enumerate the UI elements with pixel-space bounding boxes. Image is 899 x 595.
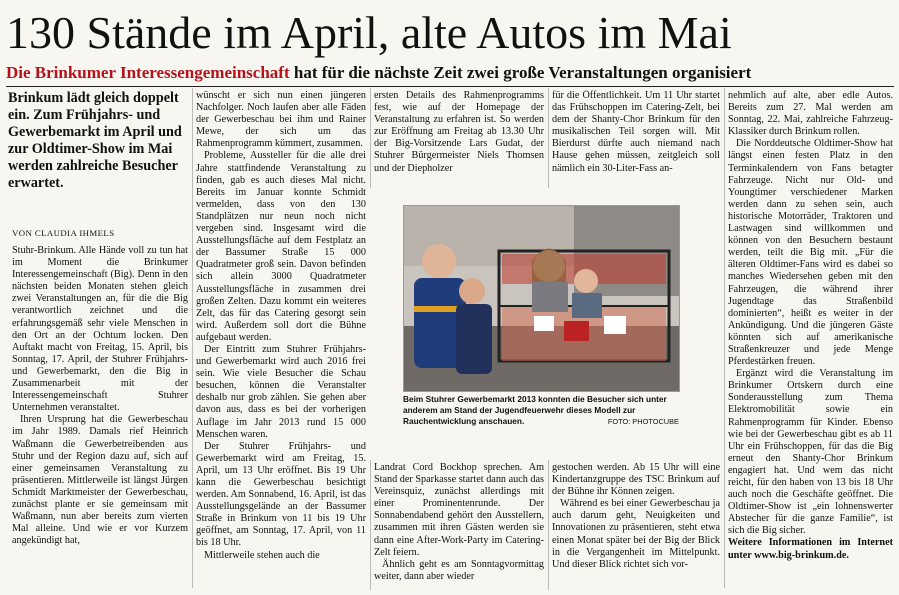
- article-photo: [403, 205, 680, 392]
- paragraph: Probleme, Aussteller für die alle drei Jahre stattfindende Veranstaltung zu finden, gab es auch dieses Mal nicht. Bereits im Januar konnte Schmidt vermelden, dass von den 130 Standplätzen nur neun noch nicht vergeben sind. Insgesamt wird die Ausstellungsfläche auf dem Festplatz an der Bassumer Straße 15 000 Quadratmeter groß sein. Davon befinden sich allein 3000 Quadratmeter Ausstellungsfläche in zusammen drei großen Zelten. Dazu kommt ein weiteres Zelt, das für das Catering gesorgt sein wird. Außerdem soll dort die Bühne aufgebaut werden.: [196, 150, 366, 343]
- column-divider: [370, 460, 371, 590]
- text-column-3-bottom: [374, 462, 544, 590]
- paragraph: Während es bei einer Gewerbeschau ja auch darum geht, Neuigkeiten und Innovationen zu präsentieren, steht etwa einen Monat später bei der Big der Blick in die Vergangenheit im Mittelpunkt. Und dieser Blick richtet sich vor-: [552, 498, 720, 570]
- photo-illustration: [404, 206, 679, 391]
- text-column-1: [12, 245, 188, 592]
- subheadline-rest: hat für die nächste Zeit zwei große Veranstaltungen organisiert: [289, 63, 752, 82]
- column-divider: [370, 88, 371, 188]
- paragraph: Ergänzt wird die Veranstaltung im Brinkumer Ortskern durch eine Sonderausstellung zum Thema Elektromobilität sowie ein Rahmenprogramm für Kinder. Ebenso wie bei der Gewerbeschau gibt es ab 11 Uhr ein Frühschoppen, für das die Big erneut den Shanty-Chor Brinkum engagiert hat. Und wem das nicht reicht, für den haben von 13 bis 18 Uhr auch noch die Geschäfte geöffnet. Die Oldtimer-Show ist „ein lohnenswerter Abstecher für die ganze Familie“, ist sich die Big sicher.: [728, 368, 893, 537]
- paragraph: ersten Details des Rahmenprogramms fest, wie auf der Homepage der Veranstaltung zu erfahren ist. So werden zur Eröffnung am Freitag ab 13.30 Uhr der Big-Vorsitzende Lars Gudat, der Stuhrer Bürgermeister Niels Thomsen und der Diepholzer: [374, 90, 544, 174]
- subheadline-accent: Die Brinkumer Interessengemeinschaft: [6, 63, 290, 82]
- header-rule: [6, 86, 894, 87]
- paragraph: Landrat Cord Bockhop sprechen. Am Stand der Sparkasse startet dann auch das Vereinsquiz, zunächst allerdings mit einer Prominentenrunde. Der Sonnabendabend gehört den Ausstellern, zusammen mit ihren Gästen werden sie dann eine After-Work-Party im Catering-Zelt feiern.: [374, 462, 544, 558]
- headline: 130 Stände im April, alte Autos im Mai: [6, 7, 732, 58]
- caption-text: Beim Stuhrer Gewerbemarkt 2013 konnten die Besucher sich unter anderem am Stand der Jugendfeuerwehr dieses Modell zur Rauchentwicklung anschauen.: [403, 394, 667, 426]
- text-column-4-top: [552, 90, 720, 190]
- lead-paragraph: Brinkum lädt gleich doppelt ein. Zum Frühjahrs- und Gewerbemarkt im April und zur Oldtimer-Show im Mai werden zahlreiche Besucher erwartet.: [8, 90, 182, 191]
- column-divider: [724, 88, 725, 588]
- paragraph: wünscht er sich nun einen jüngeren Nachfolger. Noch laufen aber alle Fäden der Gewerbeschau bei ihm und Rainer Mewe, der sich um das Rahmenprogramm kümmert, zusammen.: [196, 90, 366, 150]
- paragraph: Der Eintritt zum Stuhrer Frühjahrs- und Gewerbemarkt wird auch 2016 frei sein. Wie viele Besucher die Schau besuchen, können die Veranstalter deshalb nur grob zählen. Sie gehen aber davon aus, dass es bei der vorherigen Auflage im Jahr 2013 rund 15 000 Menschen waren.: [196, 343, 366, 440]
- photo-caption: [403, 394, 679, 438]
- paragraph: Stuhr-Brinkum. Alle Hände voll zu tun hat im Moment die Brinkumer Interessengemeinschaft (Big). Denn in den nächsten beiden Monaten stehen gleich zwei Veranstaltungen an, für die die Big verantwortlich zeichnet und die erfahrungsgemäß sehr viele Menschen in den Ort an der Ochtum locken. Den Auftakt macht von Freitag, 15. April, bis Sonntag, 17. April, der Stuhrer Frühjahrs- und Gewerbemarkt, den die Big in Zusammenarbeit mit der Interessengemeinschaft Stuhrer Unternehmen veranstaltet.: [12, 245, 188, 414]
- paragraph: Die Norddeutsche Oldtimer-Show hat längst einen festen Platz in den Terminkalendern von Fans betagter Fahrzeuge. Nicht nur Old- und Youngtimer verschiedener Marken werden dann zu sehen sein, auch historische Motorräder, Traktoren und Lastwagen sind willkommen und können von den Besuchern bestaunt werden, teilt die Big mit. „Für die älteren Oldtimer-Fans wird es dabei so manches Wiedersehen geben mit den Fahrzeugen, die während ihrer Jugendtage das Straßenbild dominierten“, heißt es weiter in der Ankündigung. Und die jüngeren Gäste könnten sich auf amerikanische Straßenkreuzer und jede Menge Pferdestärken freuen.: [728, 138, 893, 368]
- subheadline: [6, 62, 896, 84]
- paragraph: nehmlich auf alte, aber edle Autos. Bereits zum 27. Mal werden am Sonntag, 22. Mai, zahlreiche Fahrzeug-Klassiker durch Brinkum rollen.: [728, 90, 893, 138]
- paragraph: Ähnlich geht es am Sonntagvormittag weiter, dann aber wieder: [374, 558, 544, 582]
- column-divider: [548, 460, 549, 590]
- paragraph: für die Öffentlichkeit. Um 11 Uhr startet das Frühschoppen im Catering-Zelt, bei dem der Shanty-Chor Brinkum für den musikalischen Teil sorgen will. Mit Bierdurst dürfte auch niemand nach Hause gehen müssen, zeitgleich soll nämlich ein 30-Liter-Fass an-: [552, 90, 720, 174]
- paragraph: Mittlerweile stehen auch die: [204, 549, 320, 561]
- text-column-5: [728, 90, 893, 590]
- text-column-2: [196, 90, 366, 590]
- photo-credit: FOTO: PHOTOCUBE: [607, 417, 679, 426]
- info-footer: Weitere Informationen im Internet unter www.big-brinkum.de.: [728, 537, 893, 561]
- paragraph: Der Stuhrer Frühjahrs- und Gewerbemarkt wird am Freitag, 15. April, um 13 Uhr eröffnet. Bis 19 Uhr kann die Gewerbeschau besichtigt werden. Am Sonnabend, 16. April, ist das Ausstellungsgelände an der Bassumer Straße in Brinkum von 11 bis 19 Uhr geöffnet, am Sonntag, 17. April, von 11 bis 18 Uhr.: [196, 440, 366, 549]
- column-divider: [548, 88, 549, 188]
- paragraph: Ihren Ursprung hat die Gewerbeschau im Jahr 1989. Damals rief Heinrich Waßmann die Gewerbetreibenden aus Stuhr und der Region dazu auf, sich auf einer gemeinsamen Veranstaltung zu präsentieren. Mittlerweile ist längst Jürgen Schmidt Marktmeister der Gewerbeschau, zunächst plante er sie gemeinsam mit Waßmann, nun aber bereits zum vierten Mal alleine. Und wie er vor Kurzem angekündigt hat,: [12, 414, 188, 547]
- paragraph: gestochen werden. Ab 15 Uhr will eine Kindertanzgruppe des TSC Brinkum auf der Bühne ihr Können zeigen.: [552, 462, 720, 498]
- text-column-4-bottom: [552, 462, 720, 590]
- column-divider: [192, 88, 193, 588]
- byline: VON CLAUDIA IHMELS: [12, 228, 115, 238]
- text-column-3-top: [374, 90, 544, 190]
